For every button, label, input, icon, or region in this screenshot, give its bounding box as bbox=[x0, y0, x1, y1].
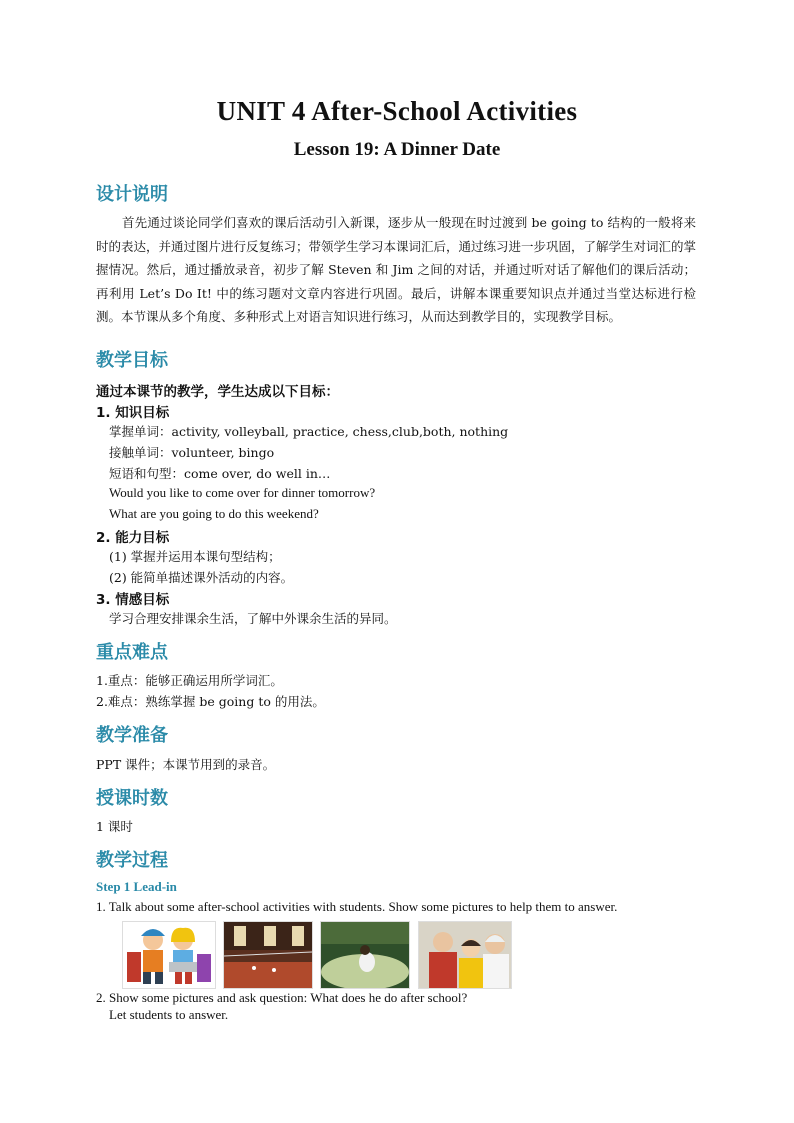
gym-photo bbox=[223, 921, 313, 989]
ability-item-2: (2) 能简单描述课外活动的内容。 bbox=[109, 570, 294, 585]
difficulty-point: 2.难点：熟练掌握 be going to 的用法。 bbox=[96, 694, 325, 709]
family-photo bbox=[418, 921, 512, 989]
process-heading: 教学过程 bbox=[96, 850, 168, 871]
emotion-goal-title: 3. 情感目标 bbox=[96, 592, 170, 608]
phrases: 短语和句型：come over, do well in… bbox=[109, 466, 331, 481]
master-words: 掌握单词：activity, volleyball, practice, chess,club,both, nothing bbox=[109, 424, 509, 439]
design-heading: 设计说明 bbox=[96, 184, 168, 205]
knowledge-goal-title: 1. 知识目标 bbox=[96, 405, 170, 421]
ability-item-1: (1) 掌握并运用本课句型结构； bbox=[109, 549, 281, 564]
emotion-item-1: 学习合理安排课余生活，了解中外课余生活的异同。 bbox=[109, 611, 397, 626]
process-item-2: 2. Show some pictures and ask question: What does he do after school? bbox=[96, 990, 468, 1005]
park-photo bbox=[320, 921, 410, 989]
unit-title: UNIT 4 After-School Activities bbox=[216, 96, 578, 126]
goals-heading: 教学目标 bbox=[96, 350, 168, 371]
ability-goal-title: 2. 能力目标 bbox=[96, 530, 170, 546]
prep-text: PPT 课件；本课节用到的录音。 bbox=[96, 757, 276, 772]
focus-point: 1.重点：能够正确运用所学词汇。 bbox=[96, 673, 283, 688]
process-item-1: 1. Talk about some after-school activities with students. Show some pictures to help them to answer. bbox=[96, 899, 618, 914]
sentence-1: Would you like to come over for dinner tomorrow? bbox=[109, 485, 376, 500]
step-1-title: Step 1 Lead-in bbox=[96, 879, 177, 894]
contact-words: 接触单词：volunteer, bingo bbox=[109, 445, 275, 460]
lesson-title: Lesson 19: A Dinner Date bbox=[293, 139, 501, 160]
sentence-2: What are you going to do this weekend? bbox=[109, 506, 319, 521]
design-paragraph: 首先通过谈论同学们喜欢的课后活动引入新课，逐步从一般现在时过渡到 be going to 结构的一般将来时的表达，并通过图片进行反复练习；带领学生学习本课词汇后，通过练习进一步巩固，了解学生对词汇的掌握情况。然后，通过播放录音，初步了解 Steven 和 Jim 之间的对话，并通过听对话了解他们的课后活动；再利用 Let’s Do It! 中的练习题对文章内容进行巩固。最后，讲解本课重要知识点并通过当堂达标进行检测。本节课从多个角度、多种形式上对语言知识进行练习，从而达到教学目的，实现教学目标。 bbox=[96, 215, 697, 324]
key-points-heading: 重点难点 bbox=[96, 642, 168, 663]
hours-heading: 授课时数 bbox=[96, 788, 168, 809]
goals-intro: 通过本课节的教学，学生达成以下目标： bbox=[96, 384, 339, 400]
cartoon-kids-image bbox=[122, 921, 216, 989]
prep-heading: 教学准备 bbox=[96, 725, 168, 746]
hours-text: 1 课时 bbox=[96, 819, 133, 834]
process-item-2-answer: Let students to answer. bbox=[109, 1007, 229, 1022]
